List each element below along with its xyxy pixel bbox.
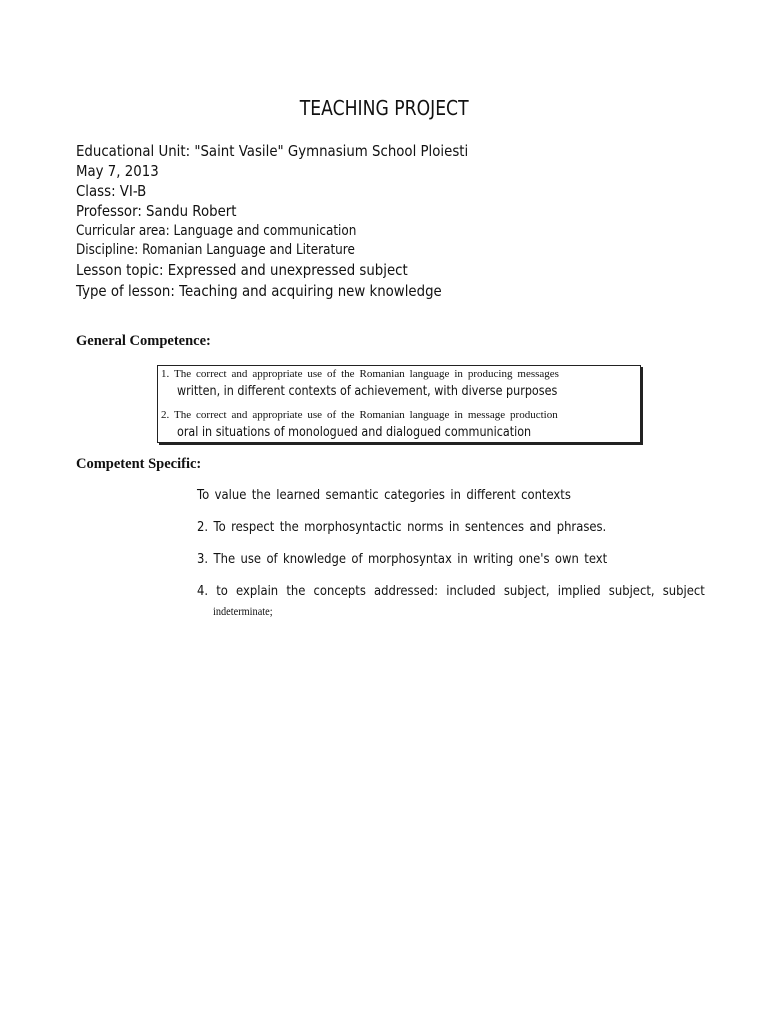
lesson-date: May 7, 2013: [76, 162, 159, 180]
specific-competence-item-4: 4. to explain the concepts addressed: included subject, implied subject, subject: [197, 583, 705, 599]
general-competence-item-1-line-2: written, in different contexts of achievement, with diverse purposes: [177, 384, 558, 399]
general-competence-heading: General Competence:: [76, 333, 211, 349]
specific-competence-heading: Competent Specific:: [76, 456, 202, 472]
class-name: Class: VI-B: [76, 182, 147, 200]
specific-competence-item-4-continuation: indeterminate;: [213, 604, 273, 618]
general-competence-item-1-line-1: 1. The correct and appropriate use of the Romanian language in producing messages: [161, 368, 559, 380]
specific-competence-item-1: To value the learned semantic categories in different contexts: [197, 487, 571, 503]
specific-competence-item-2: 2. To respect the morphosyntactic norms in sentences and phrases.: [197, 519, 607, 535]
lesson-type: Type of lesson: Teaching and acquiring new knowledge: [76, 282, 442, 300]
educational-unit: Educational Unit: "Saint Vasile" Gymnasium School Ploiesti: [76, 142, 469, 160]
general-competence-item-2-line-1: 2. The correct and appropriate use of the Romanian language in message production: [161, 409, 558, 421]
document-title: TEACHING PROJECT: [299, 96, 469, 120]
curricular-area: Curricular area: Language and communication: [76, 223, 357, 239]
discipline: Discipline: Romanian Language and Literature: [76, 242, 355, 258]
specific-competence-item-3: 3. The use of knowledge of morphosyntax in writing one's own text: [197, 551, 608, 567]
lesson-topic: Lesson topic: Expressed and unexpressed subject: [76, 261, 408, 279]
general-competence-item-2-line-2: oral in situations of monologued and dialogued communication: [177, 425, 532, 440]
professor-name: Professor: Sandu Robert: [76, 202, 237, 220]
general-competence-box: [157, 365, 641, 443]
